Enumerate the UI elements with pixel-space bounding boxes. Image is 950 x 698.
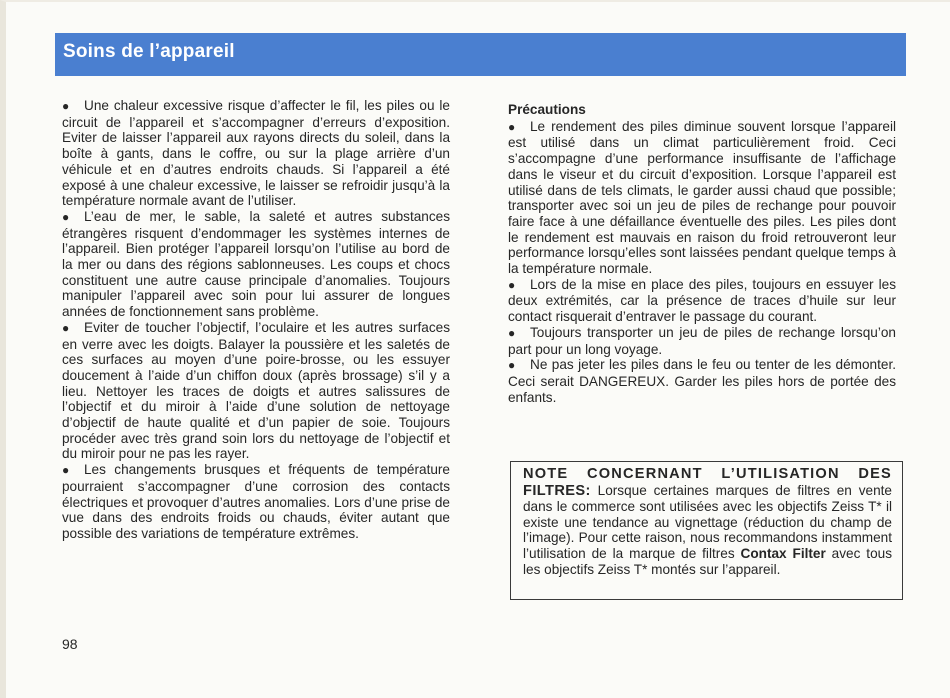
note-text-after-brand: avec tous les objectifs Zeiss T* montés sur l’appareil. — [523, 545, 892, 577]
filter-note-box — [510, 461, 903, 600]
precaution-item-3: ● Toujours transporter un jeu de piles de rechange lorsqu’on part pour un long voyage. — [508, 324, 896, 357]
bullet-icon: ● — [508, 358, 516, 373]
page-number: 98 — [62, 636, 78, 652]
bullet-icon: ● — [508, 119, 516, 134]
right-column — [508, 102, 896, 405]
bullet-icon: ● — [62, 209, 70, 224]
section-title: Soins de l’appareil — [63, 41, 235, 62]
note-title-filters: FILTRES: — [523, 482, 591, 499]
bullet-icon: ● — [508, 277, 516, 292]
precautions-heading: Précautions — [508, 102, 586, 117]
left-paragraph-4: ● Les changements brusques et fréquents de température pourraient s’accompagner d’une corrosion des contacts électriques et provoquer d’autres anomalies. Lors d’une prise de vue dans des endroits froids ou chauds, éviter autant que possible des variations de température extrêmes. — [62, 462, 450, 541]
left-paragraph-1: ● Une chaleur excessive risque d’affecter le fil, les piles ou le circuit de l’appareil et s’accompagner d’erreurs d’exposition. Eviter de laisser l’appareil aux rayons directs du soleil, dans la boîte à gants, dans le coffre, ou sur la plage arrière d’un véhicule et en d’autres endroits chauds. Si l’appareil a été exposé à une chaleur excessive, le laisser se refroidir jusqu’à la température normale avant de l’utiliser. — [62, 98, 450, 209]
note-title: NOTE CONCERNANT L’UTILISATION DES — [523, 466, 892, 482]
bullet-icon: ● — [62, 463, 70, 478]
bullet-icon: ● — [508, 325, 516, 340]
precaution-item-1: ● Le rendement des piles diminue souvent lorsque l’appareil est utilisé dans un climat particulièrement froid. Ceci s’accompagne d’une performance insuffisante de l’affichage dans le viseur et du circuit d’exposition. Lorsque l’appareil est utilisé dans de tels climats, le garder aussi chaud que possible; transporter avec soi un jeu de piles de rechange pour pouvoir faire face à une défaillance éventuelle des piles. Les piles dont le rendement est mauvais en raison du froid retrouveront leur performance lorsqu’elles sont laissées pendant quelque temps à la température normale. — [508, 118, 896, 277]
left-paragraph-2: ● L’eau de mer, le sable, la saleté et autres substances étrangères risquent d’endommager les systèmes internes de l’appareil. Bien protéger l’appareil lorsqu’on l’utilise au bord de la mer ou dans des régions sablonneuses. Les coups et chocs constituent une autre cause principale d’anomalies. Toujours manipuler l’appareil avec soin pour lui assurer de longues années de fonctionnement sans problème. — [62, 208, 450, 320]
left-paragraph-3: ● Eviter de toucher l’objectif, l’oculaire et les autres surfaces en verre avec les doigts. Balayer la poussière et les saletés de ces surfaces au moyen d’une poire-brosse, ou les essuyer doucement à l’aide d’un chiffon doux (après brossage) s’il y a lieu. Nettoyer les traces de doigts et autres salissures de l’objectif et du miroir à l’aide d’une solution de nettoyage d’objectif de haute qualité et d’un papier de soie. Toujours procéder avec très grand soin lors du nettoyage de l’objectif et du miroir pour ne pas les rayer. — [62, 319, 450, 462]
bullet-icon: ● — [62, 99, 70, 113]
left-column — [62, 98, 450, 542]
note-text-before-brand: Lorsque certaines marques de filtres en vente dans le commerce sont utilisées avec les objectifs Zeiss T* il existe une tendance au vignettage (réduction du champ de l’image). Pour cette raison, nous recommandons instamment l’utilisation de la marque de filtres — [523, 482, 892, 561]
bullet-icon: ● — [62, 320, 70, 335]
section-title-bar — [55, 33, 906, 76]
precaution-item-2: ● Lors de la mise en place des piles, toujours en essuyer les deux extrémités, car la présence de traces d’huile sur leur contact risquerait d’entraver le passage du courant. — [508, 276, 896, 325]
precaution-item-4: ● Ne pas jeter les piles dans le feu ou tenter de les démonter. Ceci serait DANGEREUX. Garder les piles hors de portée des enfants. — [508, 357, 896, 405]
note-brand: Contax Filter — [740, 545, 826, 561]
